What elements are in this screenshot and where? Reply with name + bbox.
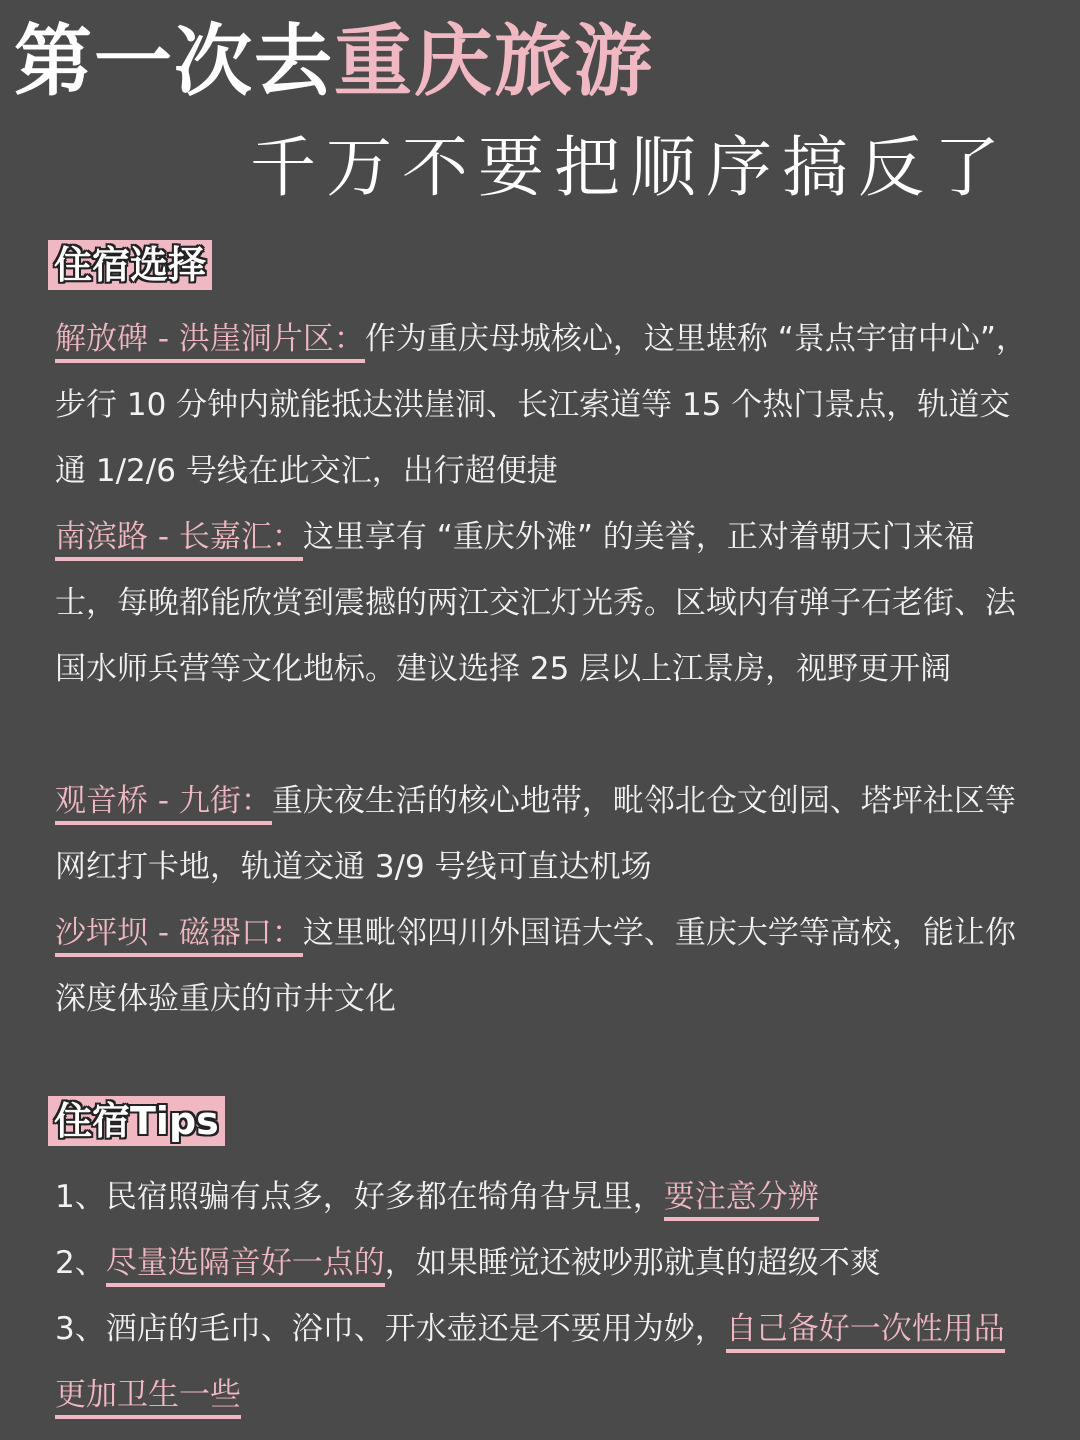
tip-item <box>55 1296 1030 1428</box>
area-item <box>55 900 1030 1032</box>
tip-text-end: ，如果睡觉还被吵那就真的超级不爽 <box>384 1245 881 1281</box>
tip-text: 1、民宿照骗有点多，好多都在犄角旮旯里， <box>55 1179 664 1215</box>
area-label: 南滨路 - 长嘉汇： <box>55 519 303 561</box>
tip-highlight: 要注意分辨 <box>664 1179 819 1221</box>
page-title <box>14 14 654 110</box>
area-item <box>55 768 1030 900</box>
area-item <box>55 504 1030 702</box>
title-pink-part: 重庆旅游 <box>334 17 655 107</box>
area-description: 重庆夜生活的核心地带，毗邻北仓文创园、塔坪社区等网红打卡地，轨道交通 3/9 号线可直达机场 <box>55 783 1016 885</box>
area-label: 观音桥 - 九街： <box>55 783 272 825</box>
tip-item <box>55 1230 1030 1296</box>
area-description: 这里享有 “重庆外滩” 的美誉，正对着朝天门来福士，每晚都能欣赏到震撼的两江交汇灯光秀。区域内有弹子石老街、法国水师兵营等文化地标。建议选择 25 层以上江景房，视野更开阔 <box>55 519 1016 687</box>
area-description: 这里毗邻四川外国语大学、重庆大学等高校，能让你深度体验重庆的市井文化 <box>55 915 1016 1017</box>
area-description: 作为重庆母城核心，这里堪称 “景点宇宙中心”，步行 10 分钟内就能抵达洪崖洞、长江索道等 15 个热门景点，轨道交通 1/2/6 号线在此交汇，出行超便捷 <box>55 321 1027 489</box>
tip-highlight: 自己备好一次性用品更加卫生一些 <box>55 1311 1005 1419</box>
area-item <box>55 306 1030 504</box>
tip-text: 2、 <box>55 1245 106 1281</box>
area-label: 沙坪坝 - 磁器口： <box>55 915 303 957</box>
section-tag-tips: 住宿Tips <box>48 1096 225 1146</box>
tip-item <box>55 1164 1030 1230</box>
tip-text: 3、酒店的毛巾、浴巾、开水壶还是不要用为妙， <box>55 1311 726 1347</box>
title-white-part: 第一次去 <box>14 17 335 107</box>
tip-highlight: 尽量选隔音好一点的 <box>106 1245 385 1287</box>
section-tag-accommodation: 住宿选择 <box>48 240 212 290</box>
area-label: 解放碑 - 洪崖洞片区： <box>55 321 365 363</box>
page-subtitle: 千万不要把顺序搞反了 <box>250 129 1010 206</box>
